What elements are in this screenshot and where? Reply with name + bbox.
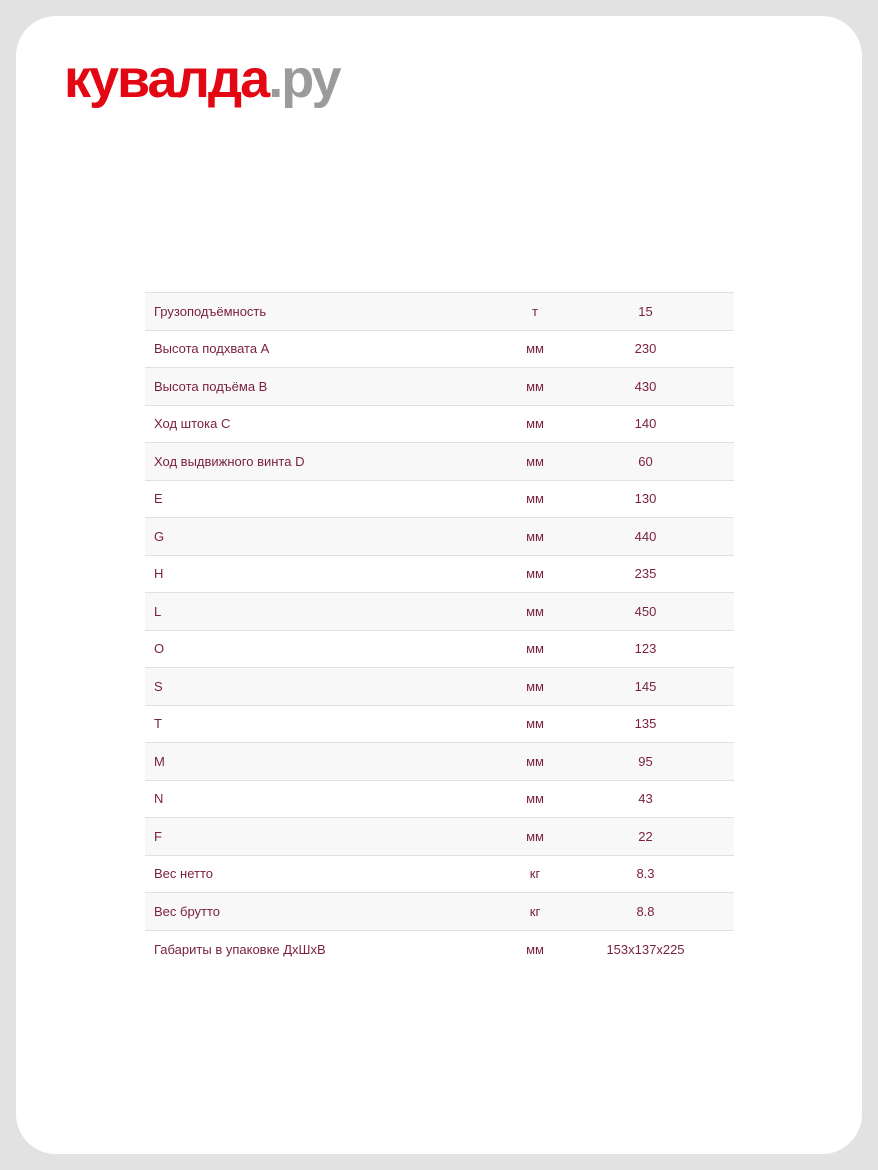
spec-name-cell: Ход выдвижного винта D — [145, 443, 476, 481]
table-row — [145, 705, 734, 743]
table-row — [145, 930, 734, 968]
table-row — [145, 480, 734, 518]
spec-name-cell: Габариты в упаковке ДхШхВ — [145, 930, 476, 968]
spec-unit-cell: кг — [476, 893, 594, 931]
spec-value-cell: 60 — [594, 443, 734, 481]
spec-name-cell: T — [145, 705, 476, 743]
table-row — [145, 818, 734, 856]
spec-unit-cell: мм — [476, 480, 594, 518]
spec-value-cell: 430 — [594, 368, 734, 406]
spec-unit-cell: мм — [476, 930, 594, 968]
spec-value-cell: 8.3 — [594, 855, 734, 893]
spec-value-cell: 145 — [594, 668, 734, 706]
spec-value-cell: 8.8 — [594, 893, 734, 931]
spec-unit-cell: мм — [476, 330, 594, 368]
spec-unit-cell: т — [476, 293, 594, 331]
table-row — [145, 593, 734, 631]
spec-unit-cell: мм — [476, 443, 594, 481]
spec-name-cell: F — [145, 818, 476, 856]
spec-value-cell: 123 — [594, 630, 734, 668]
spec-name-cell: M — [145, 743, 476, 781]
spec-unit-cell: мм — [476, 518, 594, 556]
spec-unit-cell: мм — [476, 780, 594, 818]
site-logo — [64, 49, 340, 109]
table-row — [145, 518, 734, 556]
spec-value-cell: 140 — [594, 405, 734, 443]
table-row — [145, 893, 734, 931]
spec-value-cell: 130 — [594, 480, 734, 518]
spec-value-cell: 440 — [594, 518, 734, 556]
table-row — [145, 855, 734, 893]
spec-name-cell: L — [145, 593, 476, 631]
spec-unit-cell: мм — [476, 405, 594, 443]
spec-unit-cell: мм — [476, 705, 594, 743]
spec-name-cell: Высота подхвата A — [145, 330, 476, 368]
spec-value-cell: 235 — [594, 555, 734, 593]
table-row — [145, 443, 734, 481]
table-row — [145, 630, 734, 668]
spec-name-cell: G — [145, 518, 476, 556]
spec-value-cell: 450 — [594, 593, 734, 631]
logo-tld-text: .ру — [268, 49, 340, 109]
spec-value-cell: 153x137x225 — [594, 930, 734, 968]
spec-value-cell: 95 — [594, 743, 734, 781]
spec-unit-cell: мм — [476, 743, 594, 781]
spec-value-cell: 15 — [594, 293, 734, 331]
spec-unit-cell: мм — [476, 630, 594, 668]
spec-unit-cell: мм — [476, 555, 594, 593]
spec-name-cell: O — [145, 630, 476, 668]
spec-name-cell: Ход штока C — [145, 405, 476, 443]
spec-name-cell: S — [145, 668, 476, 706]
spec-card — [16, 16, 862, 1154]
spec-value-cell: 43 — [594, 780, 734, 818]
spec-name-cell: Вес нетто — [145, 855, 476, 893]
spec-value-cell: 135 — [594, 705, 734, 743]
table-row — [145, 555, 734, 593]
specs-table — [145, 292, 734, 968]
table-row — [145, 293, 734, 331]
spec-name-cell: Вес брутто — [145, 893, 476, 931]
spec-name-cell: Грузоподъёмность — [145, 293, 476, 331]
spec-name-cell: H — [145, 555, 476, 593]
spec-unit-cell: кг — [476, 855, 594, 893]
specs-table-body — [145, 293, 734, 968]
spec-unit-cell: мм — [476, 818, 594, 856]
spec-unit-cell: мм — [476, 368, 594, 406]
table-row — [145, 780, 734, 818]
spec-value-cell: 22 — [594, 818, 734, 856]
table-row — [145, 668, 734, 706]
table-row — [145, 743, 734, 781]
table-row — [145, 405, 734, 443]
table-row — [145, 368, 734, 406]
spec-name-cell: E — [145, 480, 476, 518]
spec-name-cell: N — [145, 780, 476, 818]
spec-value-cell: 230 — [594, 330, 734, 368]
table-row — [145, 330, 734, 368]
spec-name-cell: Высота подъёма B — [145, 368, 476, 406]
logo-main-text: кувалда — [64, 49, 269, 109]
spec-unit-cell: мм — [476, 593, 594, 631]
spec-unit-cell: мм — [476, 668, 594, 706]
